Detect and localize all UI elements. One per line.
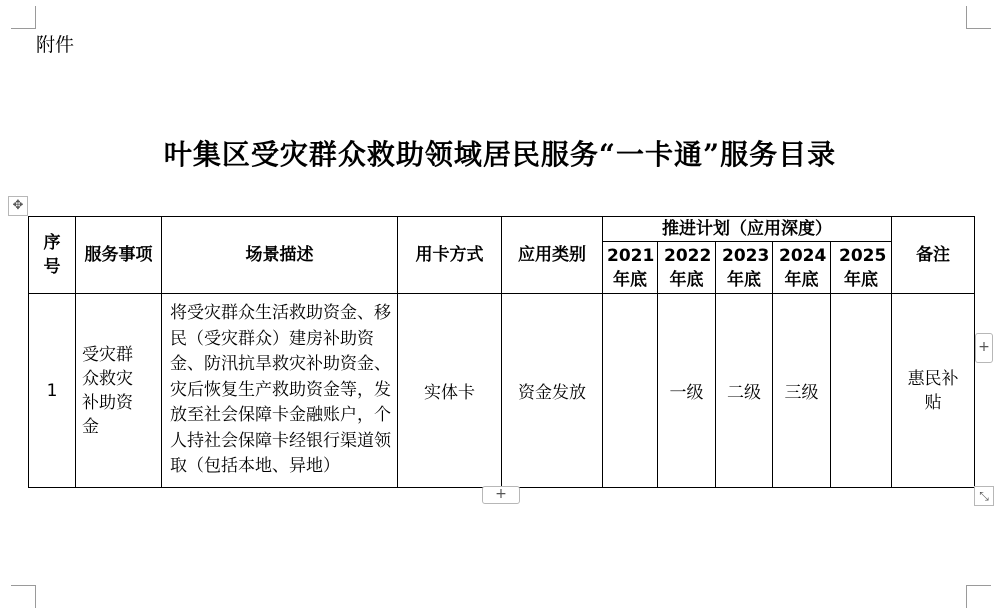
crop-mark-bottom-left xyxy=(11,585,36,608)
cell-service-item: 受灾群众救灾补助资金 xyxy=(76,294,162,488)
cell-app-category: 资金发放 xyxy=(502,294,603,488)
attachment-label: 附件 xyxy=(36,34,75,56)
cell-seq: 1 xyxy=(29,294,76,488)
header-seq: 序号 xyxy=(29,217,76,294)
header-year-2024: 2024年底 xyxy=(773,242,831,294)
plus-icon: + xyxy=(495,486,507,502)
table-move-handle-icon[interactable]: ✥ xyxy=(8,196,28,216)
header-card-method: 用卡方式 xyxy=(398,217,502,294)
header-year-2023: 2023年底 xyxy=(716,242,773,294)
service-catalog-table xyxy=(28,216,975,488)
table-resize-handle-icon[interactable]: ⤡ xyxy=(974,486,994,506)
cell-year-2024: 三级 xyxy=(773,294,831,488)
cell-card-method: 实体卡 xyxy=(398,294,502,488)
header-plan: 推进计划（应用深度） xyxy=(603,217,892,242)
cell-year-2025 xyxy=(831,294,892,488)
crop-mark-top-left xyxy=(11,6,36,29)
add-row-button[interactable] xyxy=(482,486,520,504)
header-app-category: 应用类别 xyxy=(502,217,603,294)
header-year-2021: 2021年底 xyxy=(603,242,658,294)
header-service-item: 服务事项 xyxy=(76,217,162,294)
document-title: 叶集区受灾群众救助领域居民服务“一卡通”服务目录 xyxy=(163,138,837,171)
crop-mark-top-right xyxy=(966,6,991,29)
cell-note: 惠民补贴 xyxy=(892,294,975,488)
crop-mark-bottom-right xyxy=(966,585,991,608)
header-year-2022: 2022年底 xyxy=(658,242,716,294)
header-scene-description: 场景描述 xyxy=(162,217,398,294)
header-note: 备注 xyxy=(892,217,975,294)
add-column-button[interactable] xyxy=(975,333,993,363)
cell-year-2023: 二级 xyxy=(716,294,773,488)
header-row xyxy=(29,217,975,242)
table-row xyxy=(29,294,975,488)
header-year-2025: 2025年底 xyxy=(831,242,892,294)
plus-icon: + xyxy=(978,339,990,355)
cell-year-2021 xyxy=(603,294,658,488)
cell-scene-description: 将受灾群众生活救助资金、移民（受灾群众）建房补助资金、防汛抗旱救灾补助资金、灾后恢复生产救助资金等，发放至社会保障卡金融账户，个人持社会保障卡经银行渠道领取（包括本地、异地） xyxy=(162,294,398,488)
cell-year-2022: 一级 xyxy=(658,294,716,488)
